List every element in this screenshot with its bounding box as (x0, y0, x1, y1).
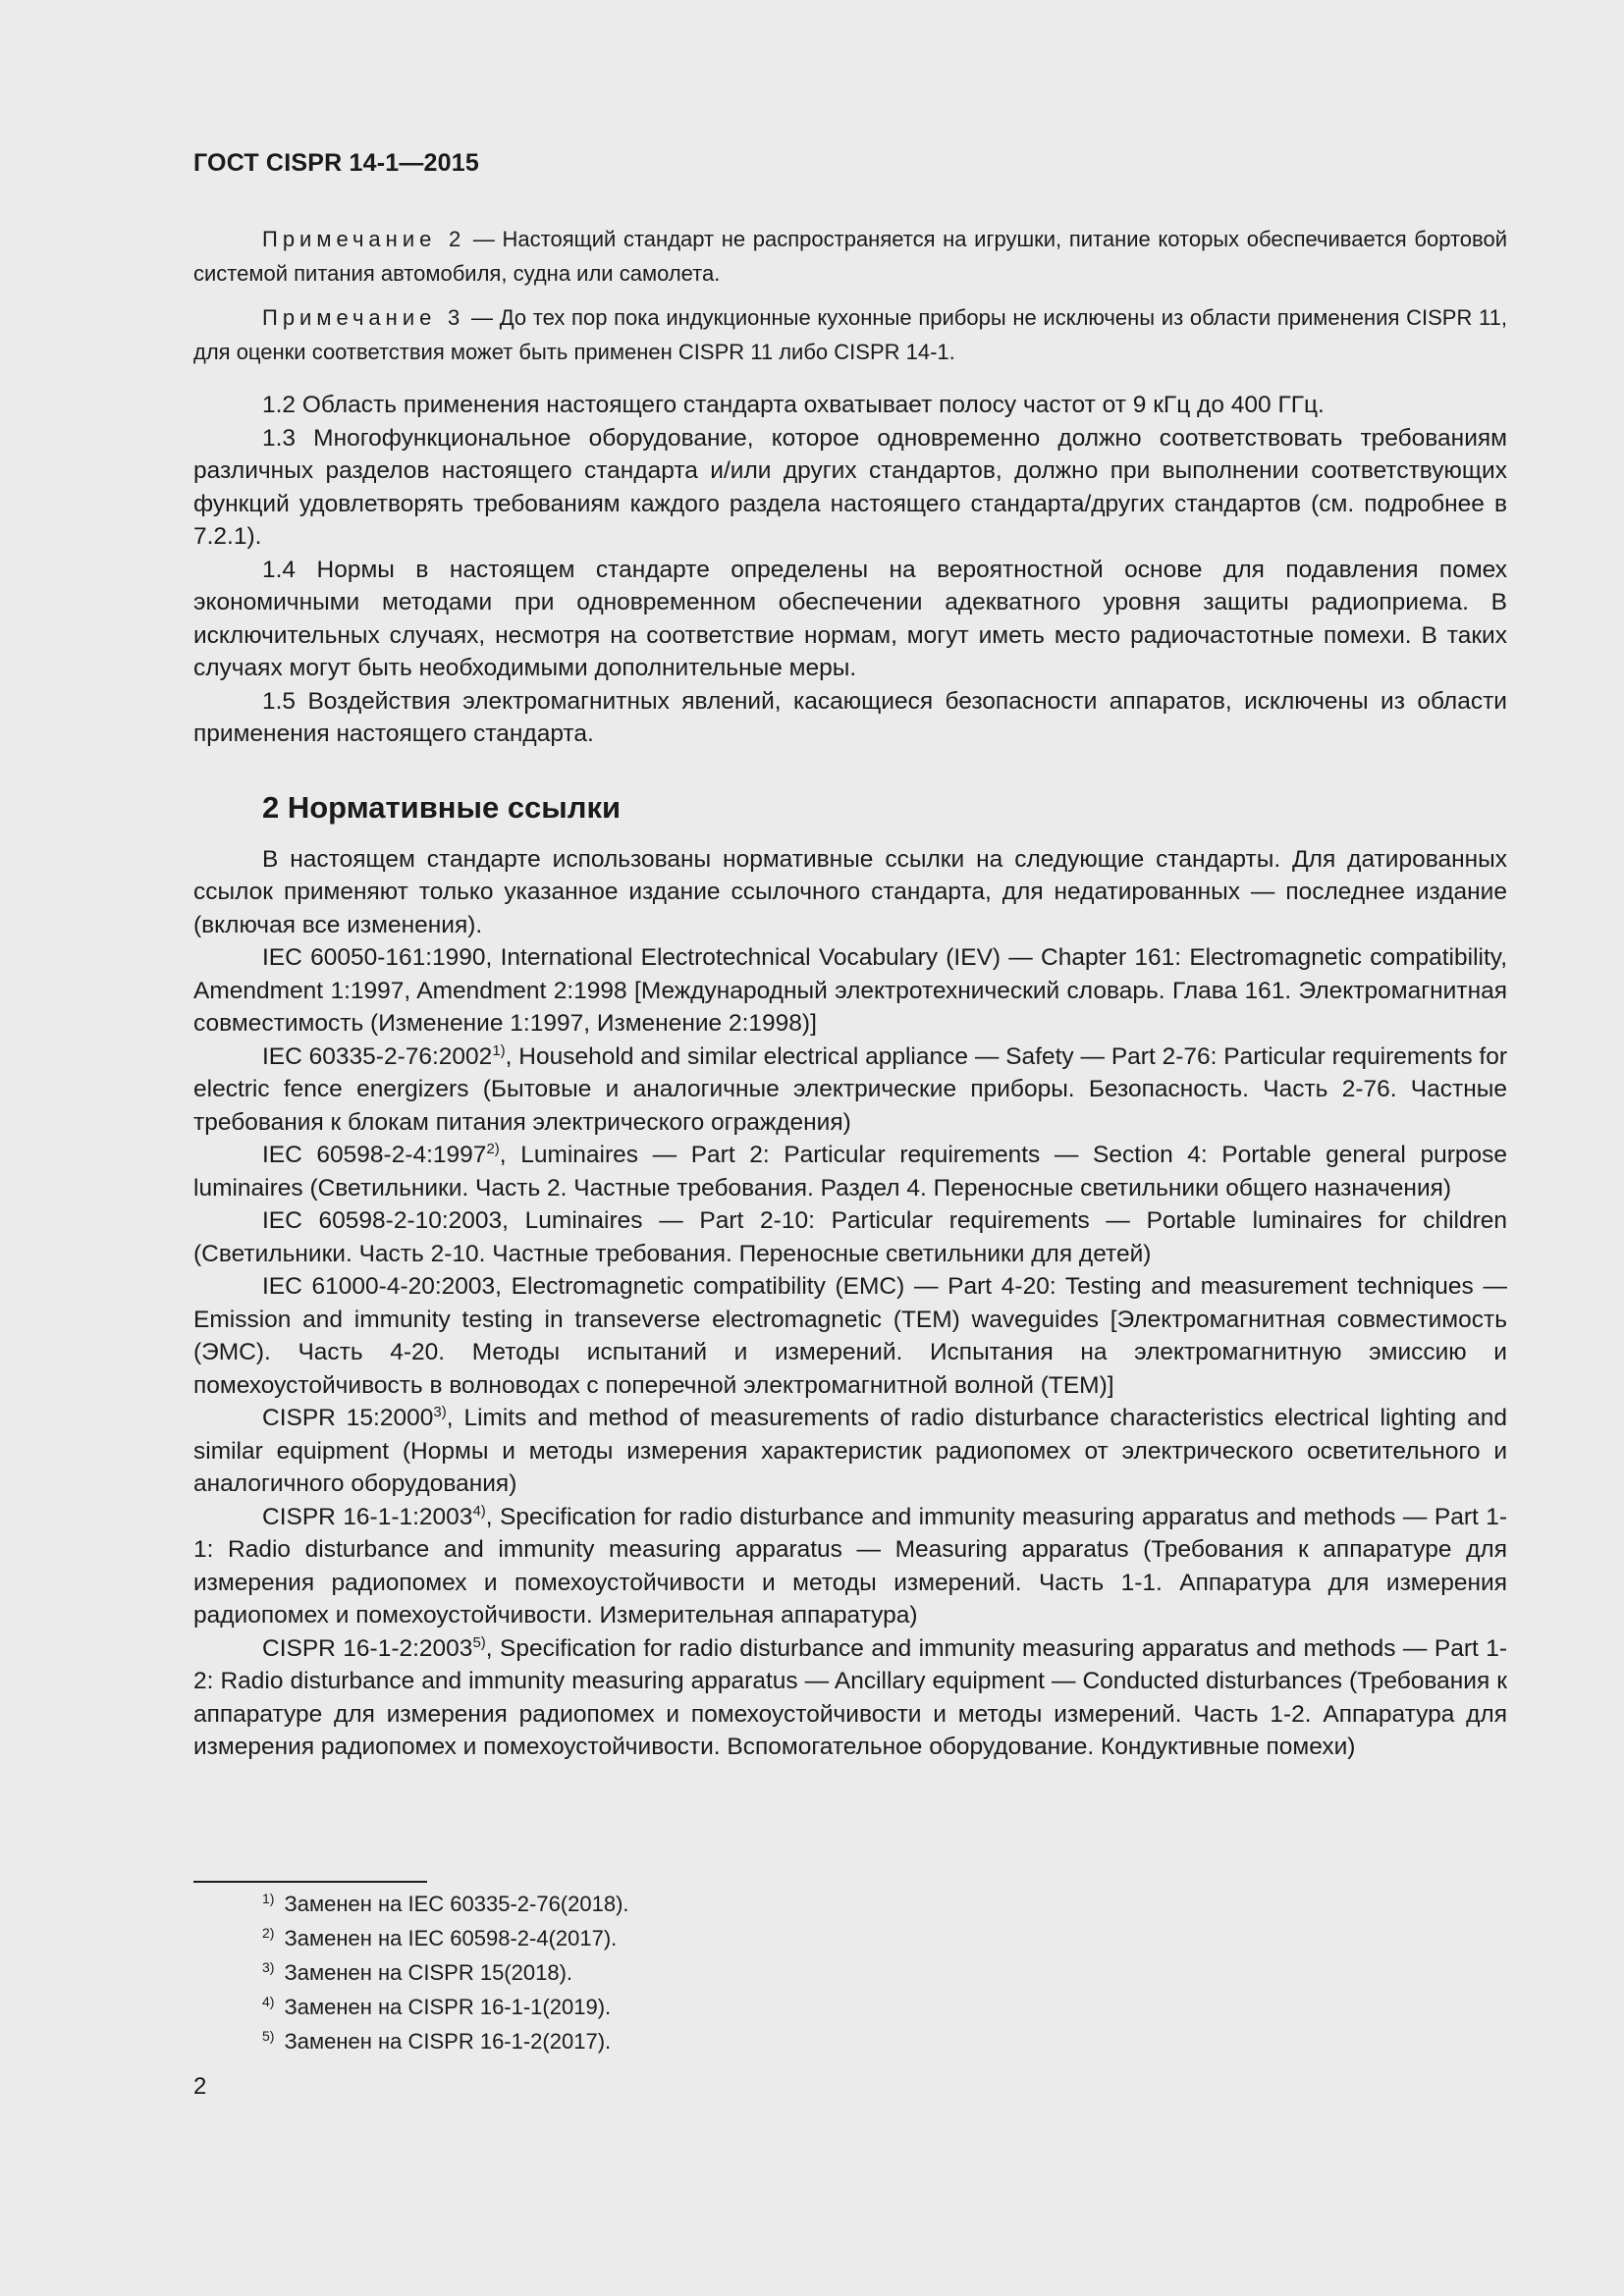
clause-1-2: 1.2 Область применения настоящего стандарта охватывает полосу частот от 9 кГц до 400 ГГц. (262, 392, 1325, 418)
footnote-divider (193, 1881, 427, 1883)
footnote-item (262, 1990, 629, 2024)
note-label: Примечание 3 (262, 305, 465, 330)
note-dash: — (472, 227, 495, 251)
reference-text: , Electromagnetic compatibility (EMC) — Part 4-20: Testing and measurement techniques — Emission and immunity testing in transeverse electromagnetic (TEM) waveguides [Электромагнитная совместимость (ЭМС). Часть 4-20. Методы испытаний и измерений. Испытания на электромагнитную эмиссию и помехоустойчивость в волноводах с поперечной электромагнитной волной (ТЕМ)] (193, 1273, 1507, 1399)
document-body (193, 222, 1507, 1764)
footnote-ref: 2) (486, 1140, 500, 1157)
page-header: ГОСТ CISPR 14-1—2015 (193, 149, 479, 177)
reference-text: , Limits and method of measurements of radio disturbance characteristics electrical lighting and similar equipment (Нормы и методы измерения характеристик радиопомех от электрического осветительного и аналогичного оборудования) (193, 1405, 1507, 1497)
footnote-text: Заменен на IEC 60598-2-4(2017). (284, 1926, 618, 1950)
reference-code: IEC 60335-2-76:2002 (262, 1042, 493, 1070)
reference-item (193, 1139, 1507, 1204)
clause-1-3: 1.3 Многофункциональное оборудование, которое одновременно должно соответствовать требованиям различных разделов настоящего стандарта и/или других стандартов, должно при выполнении соответствующих функций удовлетворять требованиям каждого раздела настоящего стандарта/других стандартов (см. подробнее в 7.2.1). (193, 424, 1507, 550)
footnote-item (262, 1955, 629, 1990)
reference-text: , International Electrotechnical Vocabulary (IEV) — Chapter 161: Electromagnetic compatibility, Amendment 1:1997, Amendment 2:1998 [Международный электротехнический словарь. Глава 161. Электромагнитная совместимость (Изменение 1:1997, Изменение 2:1998)] (193, 944, 1507, 1037)
footnote-mark: 3) (262, 1958, 275, 1975)
note-label: Примечание 2 (262, 227, 466, 251)
reference-code: IEC 60050-161:1990 (262, 944, 486, 971)
footnote-ref: 3) (433, 1403, 447, 1420)
footnote-mark: 4) (262, 1993, 275, 2009)
reference-item (193, 1632, 1507, 1764)
footnote-item (262, 1921, 629, 1955)
reference-code: CISPR 15:2000 (262, 1405, 434, 1431)
page-number: 2 (193, 2073, 207, 2100)
reference-text: , Specification for radio disturbance and immunity measuring apparatus and methods — Part 1-1: Radio disturbance and immunity measuring apparatus — Measuring apparatus (Требования к аппаратуре для измерения радиопомех и помехоустойчивости и методы измерений. Часть 1-1. Аппаратура для измерения радиопомех и помехоустойчивости. Измерительная аппаратура) (193, 1503, 1507, 1629)
footnote-ref: 1) (492, 1041, 506, 1059)
reference-code: IEC 60598-2-10:2003 (262, 1207, 503, 1234)
reference-text: , Luminaires — Part 2-10: Particular requirements — Portable luminaires for children (Светильники. Часть 2-10. Частные требования. Переносные светильники для детей) (193, 1207, 1507, 1267)
footnote-text: Заменен на CISPR 15(2018). (284, 1960, 573, 1985)
footnotes (262, 1887, 629, 2058)
reference-code: IEC 61000-4-20:2003 (262, 1273, 496, 1300)
footnote-text: Заменен на CISPR 16-1-1(2019). (284, 1995, 612, 2019)
reference-item (193, 1501, 1507, 1632)
reference-code: CISPR 16-1-1:2003 (262, 1503, 473, 1530)
note-text: До тех пор пока индукционные кухонные приборы не исключены из области применения CISPR 11, для оценки соответствия может быть применен CISPR 11 либо CISPR 14-1. (193, 305, 1507, 364)
reference-item (193, 1041, 1507, 1140)
reference-code: IEC 60598-2-4:1997 (262, 1142, 487, 1168)
footnote-ref: 5) (472, 1633, 486, 1651)
reference-item (193, 1270, 1507, 1402)
reference-text: , Household and similar electrical appliance — Safety — Part 2-76: Particular requirements for electric fence energizers (Бытовые и аналогичные электрические приборы. Безопасность. Часть 2-76. Частные требования к блокам питания электрического ограждения) (193, 1042, 1507, 1136)
note-dash: — (470, 305, 493, 330)
note-2 (193, 222, 1507, 291)
reference-item (193, 941, 1507, 1041)
footnote-ref: 4) (472, 1502, 486, 1520)
footnote-mark: 1) (262, 1890, 275, 1906)
clause-1-4: 1.4 Нормы в настоящем стандарте определены на вероятностной основе для подавления помех экономичными методами при одновременном обеспечении адекватного уровня защиты радиоприема. В исключительных случаях, несмотря на соответствие нормам, могут иметь место радиочастотные помехи. В таких случаях могут быть необходимыми дополнительные меры. (193, 556, 1507, 681)
footnote-mark: 2) (262, 1924, 275, 1941)
footnote-mark: 5) (262, 2027, 275, 2044)
footnote-item (262, 1887, 629, 1921)
footnote-item (262, 2024, 629, 2058)
note-3 (193, 300, 1507, 369)
reference-code: CISPR 16-1-2:2003 (262, 1634, 473, 1662)
reference-text: , Specification for radio disturbance and immunity measuring apparatus and methods — Part 1-2: Radio disturbance and immunity measuring apparatus — Ancillary equipment — Conducted disturbances (Требования к аппаратуре для измерения радиопомех и помехоустойчивости и методы измерений. Часть 1-2. Аппаратура для измерения радиопомех и помехоустойчивости. Вспомогательное оборудование. Кондуктивные помехи) (193, 1634, 1507, 1760)
note-text: Настоящий стандарт не распространяется на игрушки, питание которых обеспечивается бортовой системой питания автомобиля, судна или самолета. (193, 227, 1507, 286)
reference-item (193, 1204, 1507, 1270)
reference-text: , Luminaires — Part 2: Particular requirements — Section 4: Portable general purpose luminaires (Светильники. Часть 2. Частные требования. Раздел 4. Переносные светильники общего назначения) (193, 1142, 1508, 1201)
section-title: 2 Нормативные ссылки (262, 789, 622, 825)
footnote-text: Заменен на CISPR 16-1-2(2017). (284, 2029, 612, 2054)
clause-1-5: 1.5 Воздействия электромагнитных явлений, касающиеся безопасности аппаратов, исключены из области применения настоящего стандарта. (193, 687, 1507, 747)
reference-item (193, 1402, 1507, 1501)
footnote-text: Заменен на IEC 60335-2-76(2018). (284, 1892, 629, 1916)
section-intro: В настоящем стандарте использованы нормативные ссылки на следующие стандарты. Для датированных ссылок применяют только указанное издание ссылочного стандарта, для недатированных — последнее издание (включая все изменения). (193, 845, 1507, 938)
